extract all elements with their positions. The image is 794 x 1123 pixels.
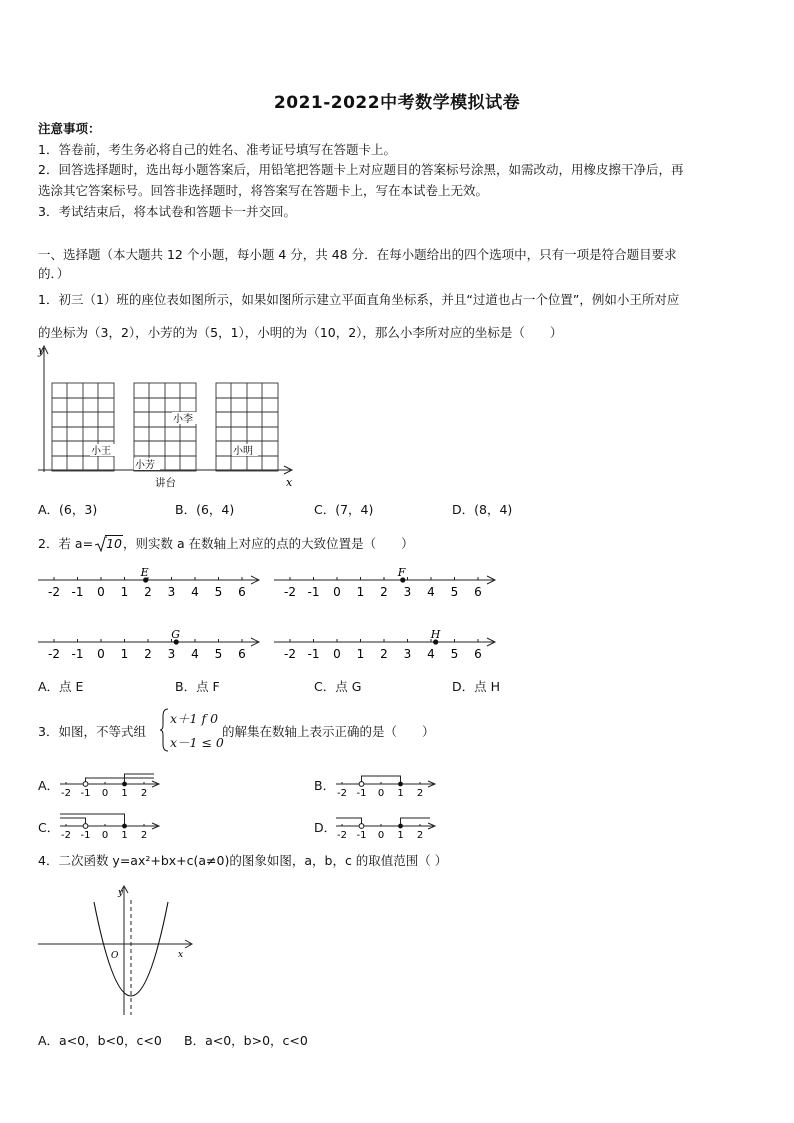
seat-block-middle [134,383,196,471]
notice-item-2-cont: 选涂其它答案标号。回答非选择题时，将答案写在答题卡上，写在本试卷上无效。 [38,183,489,198]
q1-seat-figure [30,340,310,490]
q4-stem: 4．二次函数 y=ax²+bx+c(a≠0)的图象如图，a，b，c 的取值范围（ ） [38,853,448,868]
q2-option-d[interactable]: D．点 H [452,679,500,694]
brace-icon [160,708,170,752]
tick-label: 0 [97,585,105,599]
q1-stem: 1．初三（1）班的座位表如图所示，如果如图所示建立平面直角坐标系，并且“过道也占一个位置”，例如小王所对应 [38,292,680,307]
q3-option-a[interactable]: A． [38,778,60,793]
tick-label: -2 [284,585,296,599]
tick-label: 2 [380,585,388,599]
tick-label: -1 [71,647,84,661]
point-label: F [397,566,406,579]
tick-label: 4 [191,647,199,661]
q3-figure-d [334,806,444,842]
notice-item-3: 3．考试结束后，将本试卷和答题卡一并交回。 [38,204,296,219]
solution-bracket [125,774,155,784]
tick-label: 4 [191,585,199,599]
tick-label: 5 [450,647,459,661]
section-heading-cont: 的．） [38,266,70,281]
tick-label: 6 [238,585,246,599]
tick-label: 0 [377,830,385,841]
tick-label: 6 [474,585,482,599]
tick-label: 3 [403,647,412,661]
tick-label: -1 [307,585,320,599]
point-label: G [171,628,180,641]
tick-label: 0 [101,830,109,841]
sqrt-icon [95,536,123,552]
q3-figure-b [334,764,444,800]
label-xiaofang: 小芳 [135,460,155,471]
tick-label: -1 [80,788,91,799]
closed-point-marker [122,782,127,787]
open-point-marker [83,824,88,829]
q3-option-b[interactable]: B． [314,778,336,793]
q2-stem [38,536,763,552]
tick-label: 2 [416,788,424,799]
tick-label: 0 [377,788,385,799]
q2-prefix: 2．若 a= [38,536,94,551]
q2-suffix: ，则实数 a 在数轴上对应的点的大致位置是（ ） [122,536,414,551]
label-xiaoming: 小明 [233,446,253,457]
tick-label: -1 [356,788,367,799]
tick-label: 0 [101,788,109,799]
notice-item-1: 1．答卷前，考生务必将自己的姓名、准考证号填写在答题卡上。 [38,142,396,157]
y-axis-label: y [38,344,45,357]
q1-option-b[interactable]: B．(6，4) [175,502,235,517]
tick-label: 1 [397,830,404,841]
q2-radicand: 10 [106,536,122,551]
tick-label: 0 [333,647,341,661]
notice-item-2: 2．回答选择题时，选出每小题答案后，用铅笔把答题卡上对应题目的答案标号涂黑，如需改动，用橡皮擦干净后，再 [38,162,684,177]
tick-label: 2 [140,788,148,799]
tick-label: 6 [238,647,246,661]
tick-label: -1 [71,585,84,599]
q4-option-a[interactable]: A．a<0，b<0，c<0 [38,1033,162,1048]
tick-label: 2 [140,830,148,841]
number-line-e [34,566,274,606]
open-point-marker [359,824,364,829]
tick-label: 2 [144,585,152,599]
q2-option-a[interactable]: A．点 E [38,679,84,694]
section-heading: 一、选择题（本大题共 12 个小题，每小题 4 分，共 48 分．在每小题给出的四个选项中，只有一项是符合题目要求 [38,247,677,262]
q1-option-d[interactable]: D．(8，4) [452,502,513,517]
point-label: H [430,628,441,641]
tick-label: -2 [337,830,347,841]
tick-label: -2 [61,830,71,841]
label-podium: 讲台 [155,477,176,489]
tick-label: 1 [120,585,129,599]
tick-label: 4 [427,585,435,599]
q3-option-c[interactable]: C． [38,820,60,835]
q3-figure-c [58,806,168,842]
q3-inequality-1: x＋1 f 0 [170,711,219,726]
notice-heading: 注意事项： [38,121,101,136]
page-title: 2021-2022中考数学模拟试卷 [273,93,521,113]
tick-label: 3 [167,585,176,599]
solution-bracket [60,818,86,826]
q3-prefix: 3．如图，不等式组 [38,724,146,739]
tick-label: 5 [450,585,459,599]
q4-parabola-figure [34,880,204,1020]
q1-option-c[interactable]: C．(7，4) [314,502,374,517]
number-line-f [270,566,510,606]
label-xiaoli: 小李 [173,414,193,425]
q1-stem-cont: 的坐标为（3，2），小芳的为（5，1），小明的为（10，2），那么小李所对应的坐标是（ ） [38,325,563,340]
q3-inequality-2: x－1 ≤ 0 [170,735,224,750]
closed-point-marker [122,824,127,829]
label-xiaowang: 小王 [91,446,111,457]
solution-bracket [336,818,362,826]
tick-label: 6 [474,647,482,661]
q4-option-b[interactable]: B．a<0，b>0，c<0 [184,1033,308,1048]
tick-label: -2 [337,788,347,799]
solution-bracket [401,818,431,826]
point-label: E [140,566,149,579]
tick-label: -2 [284,647,296,661]
origin-label: O [111,951,119,961]
tick-label: -1 [307,647,320,661]
seat-block-left [52,383,114,471]
q2-option-c[interactable]: C．点 G [314,679,362,694]
open-point-marker [83,782,88,787]
closed-point-marker [398,782,403,787]
tick-label: -1 [356,830,367,841]
tick-label: 3 [167,647,176,661]
tick-label: 0 [97,647,105,661]
tick-label: 2 [144,647,152,661]
q2-option-b[interactable]: B．点 F [175,679,220,694]
tick-label: 1 [356,647,365,661]
tick-label: 2 [416,830,424,841]
tick-label: 0 [333,585,341,599]
tick-label: 1 [397,788,404,799]
tick-label: 1 [121,830,128,841]
tick-label: -2 [48,647,60,661]
q1-option-a[interactable]: A．(6，3) [38,502,98,517]
number-line-g [34,628,274,668]
seat-block-right [216,383,278,471]
number-line-h [270,628,510,668]
x-axis-label: x [178,950,184,960]
tick-label: 2 [380,647,388,661]
tick-label: 1 [121,788,128,799]
x-axis-label: x [286,476,293,489]
q3-suffix: 的解集在数轴上表示正确的是（ ） [222,724,435,739]
y-axis-label: y [118,888,124,898]
tick-label: 5 [214,647,223,661]
closed-point-marker [398,824,403,829]
tick-label: 5 [214,585,223,599]
q3-figure-a [58,764,168,800]
solution-bracket [60,814,125,826]
tick-label: 4 [427,647,435,661]
tick-label: 1 [356,585,365,599]
tick-label: 3 [403,585,412,599]
open-point-marker [359,782,364,787]
tick-label: -2 [48,585,60,599]
tick-label: -2 [61,788,71,799]
tick-label: 1 [120,647,129,661]
q3-option-d[interactable]: D． [314,820,337,835]
tick-label: -1 [80,830,91,841]
